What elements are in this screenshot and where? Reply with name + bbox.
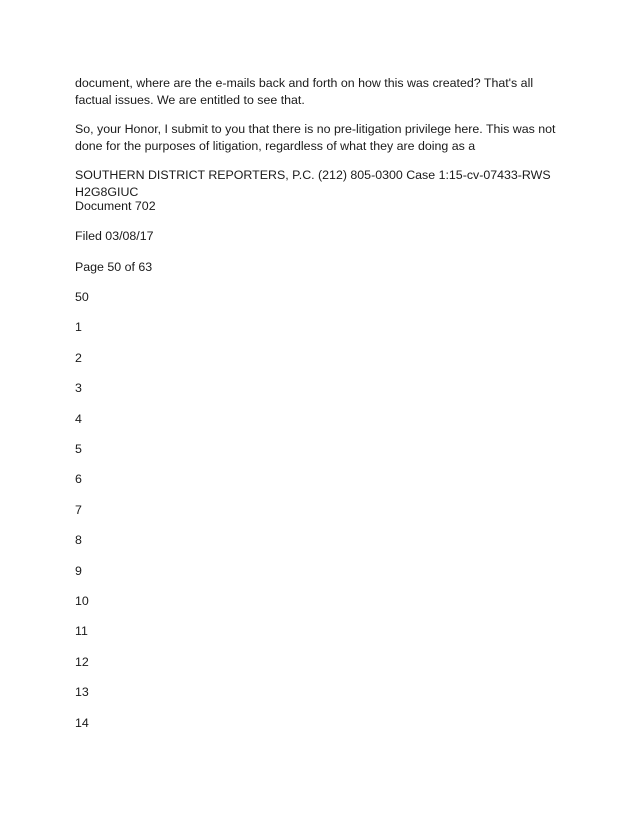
- line-number: 5: [75, 442, 82, 456]
- document-number: Document 702: [75, 199, 156, 213]
- filed-date: Filed 03/08/17: [75, 229, 154, 243]
- line-number: 1: [75, 320, 82, 334]
- paragraph-factual-issues: document, where are the e-mails back and forth on how this was created? That's all factual issues. We are entitled to see that.: [75, 76, 534, 107]
- line-number: 3: [75, 381, 82, 395]
- line-number: 13: [75, 685, 89, 699]
- line-number: 4: [75, 412, 82, 426]
- line-number: 2: [75, 351, 82, 365]
- reporter-footer: SOUTHERN DISTRICT REPORTERS, P.C. (212) 805-0300 Case 1:15-cv-07433-RWS H2G8GIUC: [75, 168, 551, 199]
- line-number: 12: [75, 655, 89, 669]
- paragraph-privilege: So, your Honor, I submit to you that there is no pre-litigation privilege here. This was not done for the purposes of litigation, regardless of what they are doing as a: [75, 122, 556, 153]
- line-number: 10: [75, 594, 89, 608]
- page-number: 50: [75, 290, 89, 304]
- line-number: 11: [75, 624, 88, 638]
- line-number: 8: [75, 533, 82, 547]
- line-number: 14: [75, 716, 89, 730]
- line-number: 9: [75, 564, 82, 578]
- line-number: 6: [75, 472, 82, 486]
- page-count: Page 50 of 63: [75, 260, 153, 274]
- line-number: 7: [75, 503, 82, 517]
